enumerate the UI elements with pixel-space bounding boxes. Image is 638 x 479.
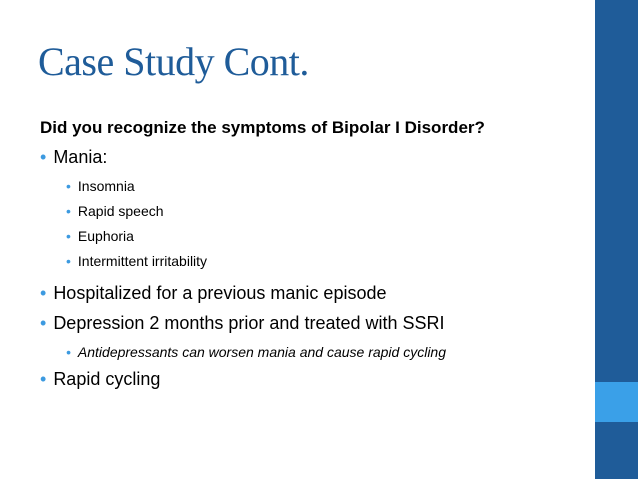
bullet-icon: • bbox=[66, 344, 71, 360]
sub-bullet-text: Intermittent irritability bbox=[77, 253, 208, 269]
bullet-hospitalized bbox=[40, 283, 387, 304]
bullet-icon: • bbox=[40, 147, 47, 167]
sub-bullet-rapid-speech bbox=[66, 203, 164, 219]
bullet-text: Depression 2 months prior and treated with SSRI bbox=[53, 313, 445, 333]
bullet-mania bbox=[40, 147, 107, 168]
bullet-icon: • bbox=[66, 178, 71, 194]
sub-bullet-euphoria bbox=[66, 228, 134, 244]
bullet-text: Rapid cycling bbox=[53, 369, 161, 389]
slide-title: Case Study Cont. bbox=[38, 39, 309, 84]
sub-bullet-irritability bbox=[66, 253, 207, 269]
sub-bullet-text: Antidepressants can worsen mania and cause rapid cycling bbox=[77, 344, 447, 360]
slide-heading: Did you recognize the symptoms of Bipolar I Disorder? bbox=[40, 118, 485, 137]
sub-bullet-text: Insomnia bbox=[77, 178, 135, 194]
bullet-icon: • bbox=[66, 253, 71, 269]
sub-bullet-insomnia bbox=[66, 178, 135, 194]
bullet-icon: • bbox=[40, 313, 47, 333]
sidebar-decoration bbox=[595, 0, 638, 479]
bullet-icon: • bbox=[66, 203, 71, 219]
sub-bullet-antidepressants bbox=[66, 344, 446, 360]
bullet-depression bbox=[40, 313, 445, 334]
bullet-icon: • bbox=[66, 228, 71, 244]
sub-bullet-text: Euphoria bbox=[77, 228, 134, 244]
bullet-text: Mania: bbox=[53, 147, 108, 167]
bullet-text: Hospitalized for a previous manic episode bbox=[53, 283, 387, 303]
sidebar-accent-block bbox=[595, 382, 638, 422]
sub-bullet-text: Rapid speech bbox=[77, 203, 164, 219]
bullet-icon: • bbox=[40, 283, 47, 303]
bullet-rapid-cycling bbox=[40, 369, 160, 390]
bullet-icon: • bbox=[40, 369, 47, 389]
